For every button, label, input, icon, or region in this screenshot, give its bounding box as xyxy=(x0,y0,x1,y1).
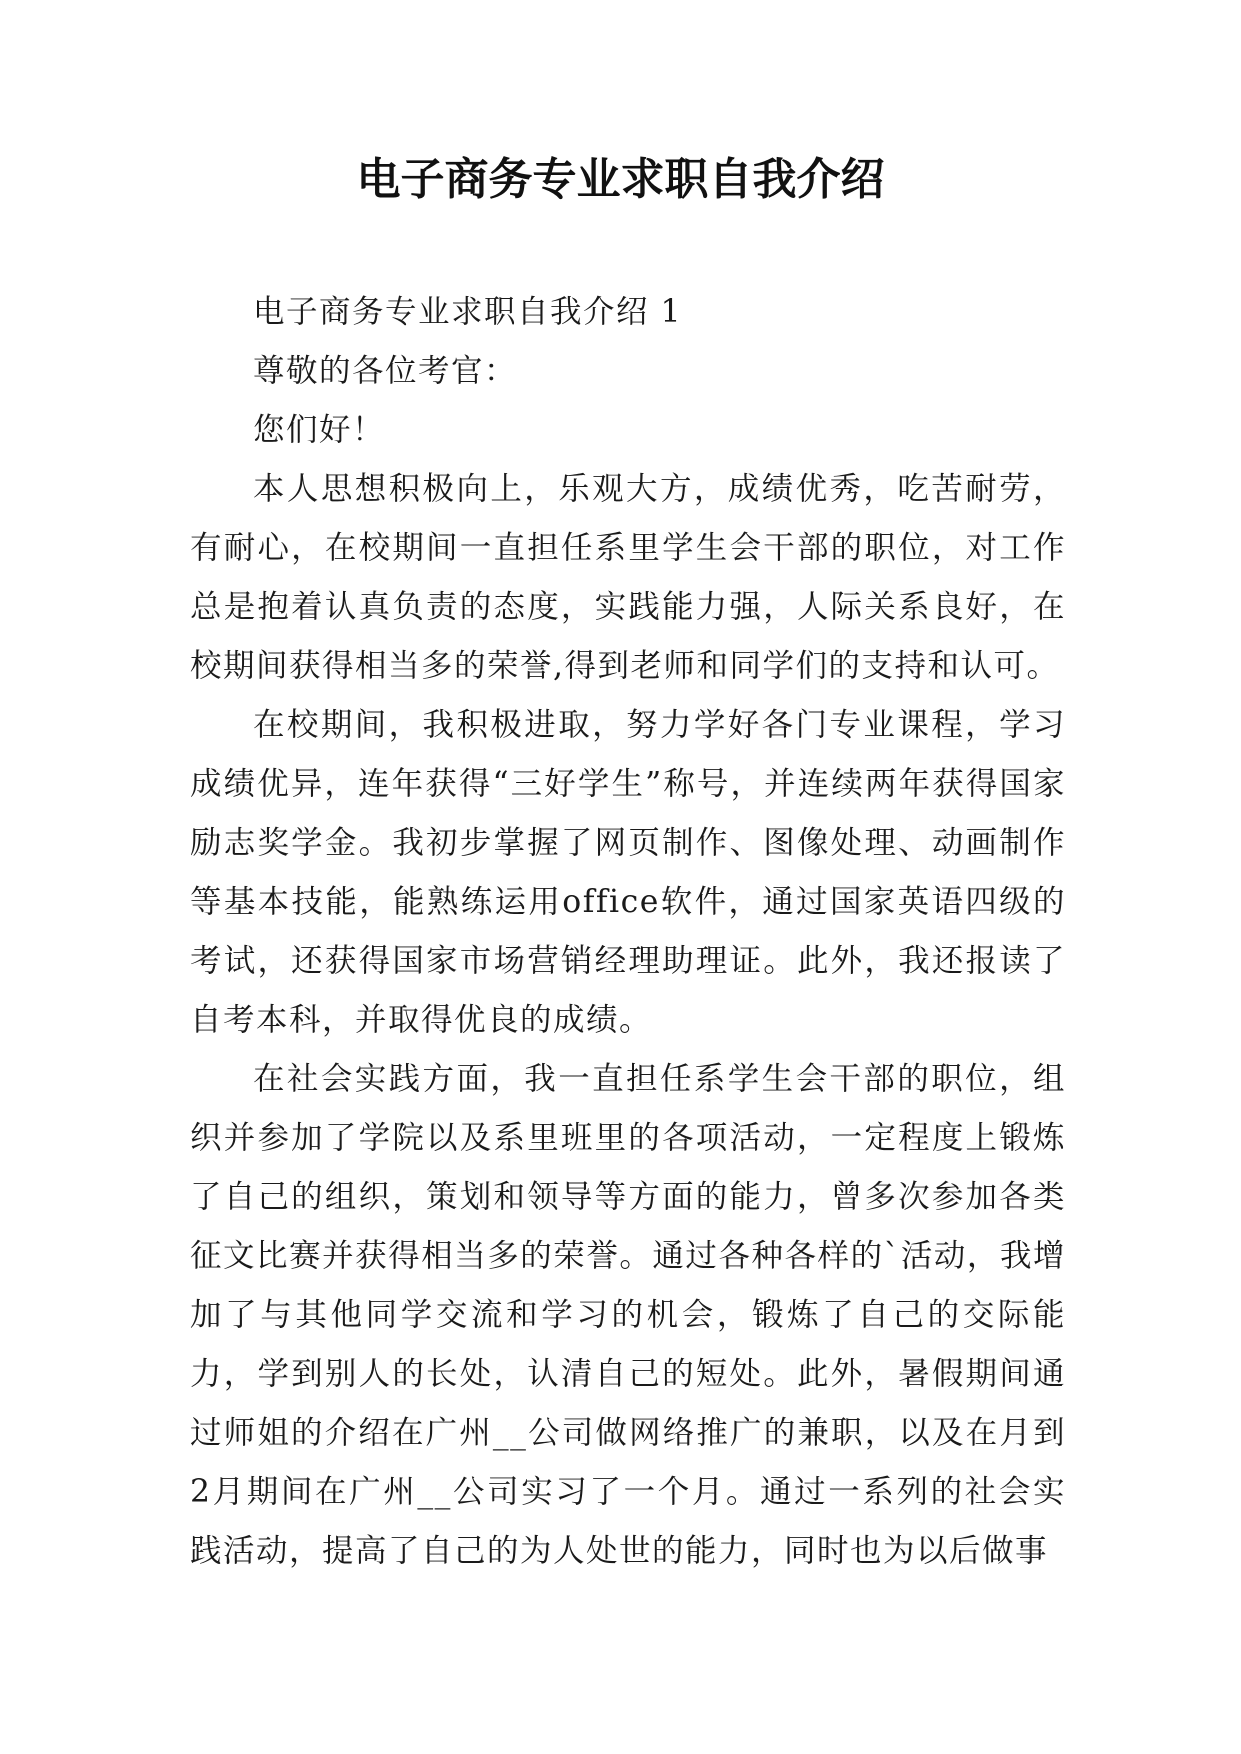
paragraph-academics: 在校期间，我积极进取，努力学好各门专业课程，学习成绩优异，连年获得“三好学生”称号，并连续两年获得国家励志奖学金。我初步掌握了网页制作、图像处理、动画制作等基本技能，能熟练运用office软件，通过国家英语四级的考试，还获得国家市场营销经理助理证。此外，我还报读了自考本科，并取得优良的成绩。 xyxy=(190,707,1066,1038)
greeting: 您们好！ xyxy=(253,412,386,448)
paragraph-social-practice: 在社会实践方面，我一直担任系学生会干部的职位，组织并参加了学院以及系里班里的各项活动，一定程度上锻炼了自己的组织，策划和领导等方面的能力，曾多次参加各类征文比赛并获得相当多的荣誉。通过各种各样的`活动，我增加了与其他同学交流和学习的机会，锻炼了自己的交际能力，学到别人的长处，认清自己的短处。此外，暑假期间通过师姐的介绍在广州__公司做网络推广的兼职，以及在月到2月期间在广州__公司实习了一个月。通过一系列的社会实践活动，提高了自己的为人处世的能力，同时也为以后做事 xyxy=(190,1061,1066,1569)
paragraph-introduction: 本人思想积极向上，乐观大方，成绩优秀，吃苦耐劳，有耐心，在校期间一直担任系里学生会干部的职位，对工作总是抱着认真负责的态度，实践能力强，人际关系良好，在校期间获得相当多的荣誉,得到老师和同学们的支持和认可。 xyxy=(190,471,1066,684)
salutation: 尊敬的各位考官： xyxy=(253,353,518,389)
document-subtitle: 电子商务专业求职自我介绍 1 xyxy=(253,294,683,330)
document-title: 电子商务专业求职自我介绍 xyxy=(356,154,885,205)
document-body xyxy=(190,283,1066,1581)
